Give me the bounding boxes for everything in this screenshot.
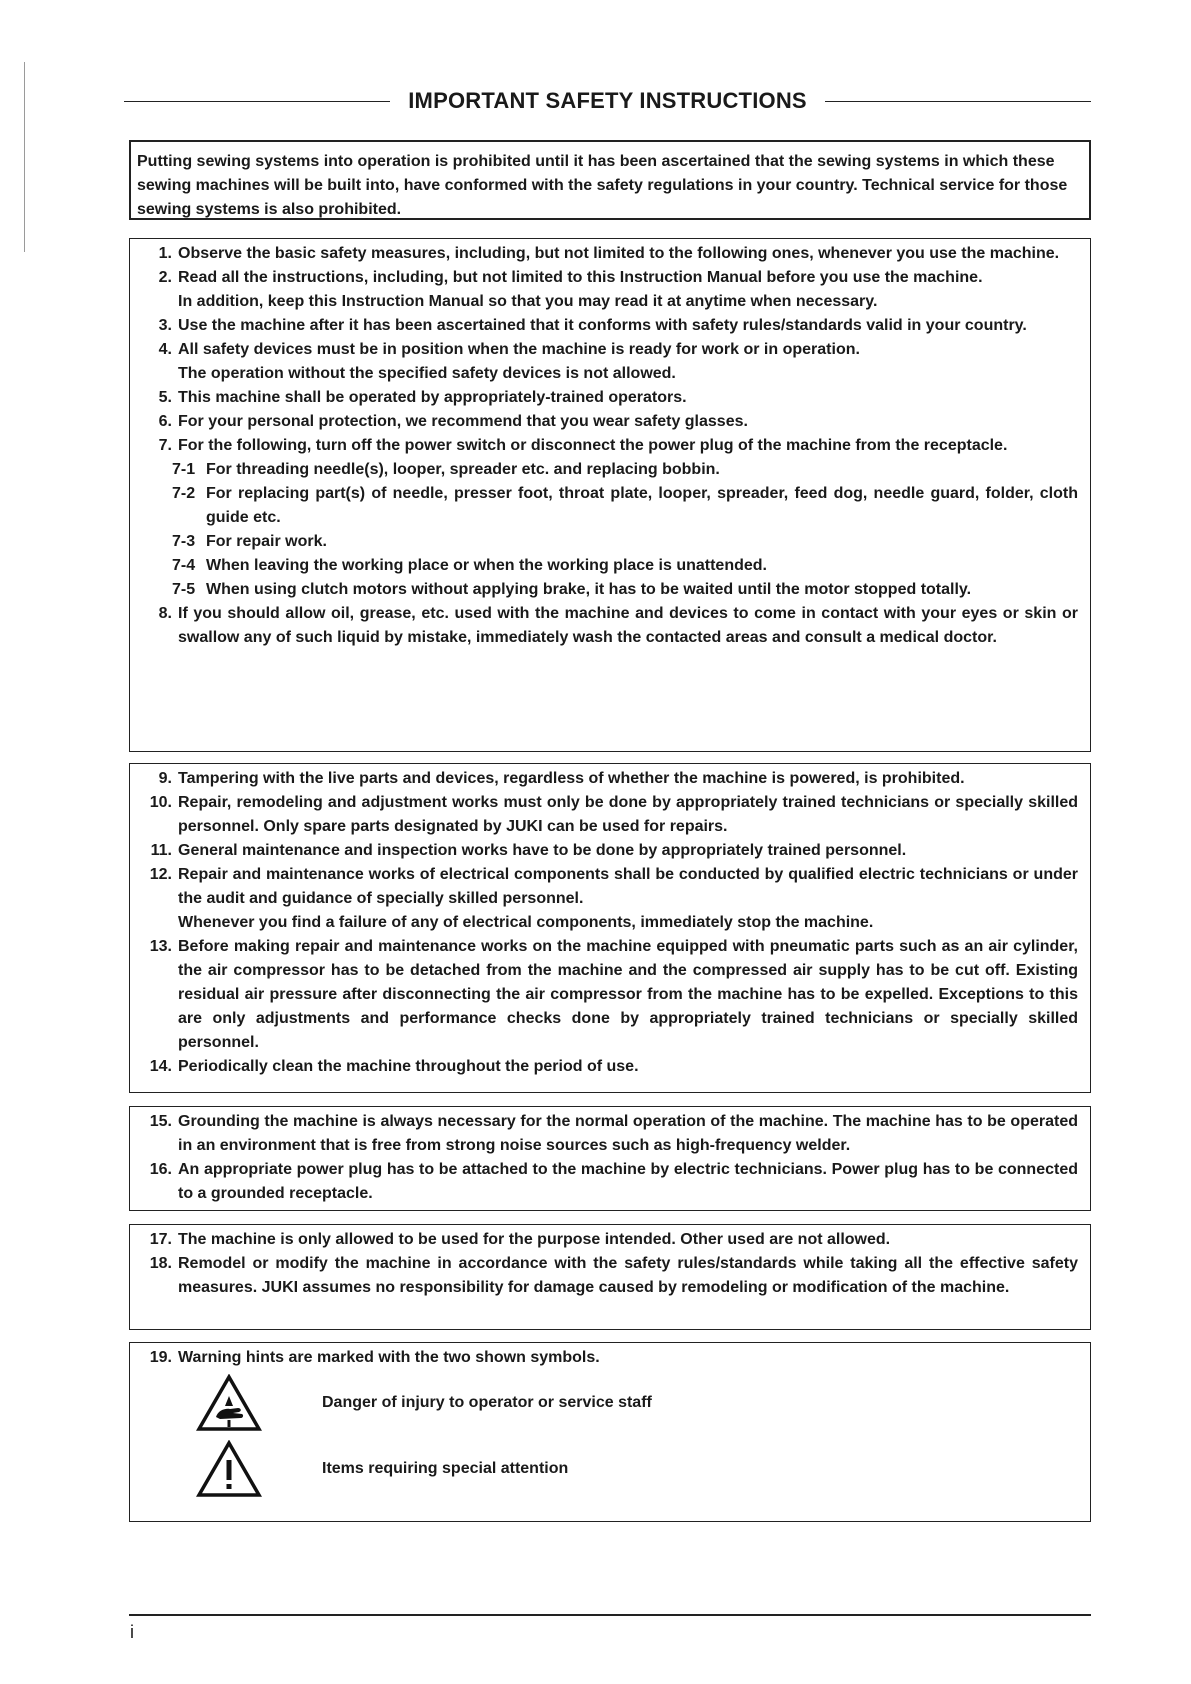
margin-mark [24,62,25,252]
item-continuation: The operation without the specified safety devices is not allowed. [178,365,676,382]
item-number: 12. [149,866,172,883]
item-text: Repair and maintenance works of electrical components shall be conducted by qualified electric technicians or under the audit and guidance of specially skilled personnel. [178,866,1078,907]
sub-item [136,554,1078,578]
item-text: Observe the basic safety measures, including, but not limited to the following ones, whenever you use the machine. [178,245,1060,262]
item-text: Read all the instructions, including, but not limited to this Instruction Manual before you use the machine. [178,269,983,286]
list-item [136,434,1078,458]
item-number: 11. [150,842,172,859]
item-number: 2. [158,269,172,286]
footer-rule [129,1614,1091,1616]
sub-item [136,530,1078,554]
list-item [136,1055,1078,1079]
item-text: Warning hints are marked with the two shown symbols. [178,1349,600,1366]
item-number: 10. [149,794,172,811]
sub-item-text: For threading needle(s), looper, spreader etc. and replacing bobbin. [206,461,720,478]
title-row [124,88,1091,114]
list-item [136,1346,1078,1370]
item-text: If you should allow oil, grease, etc. used with the machine and devices to come in contact with your eyes or skin or swallow any of such liquid by mistake, immediately wash the contacted areas and consult a medical doctor. [178,605,1078,646]
item-continuation: In addition, keep this Instruction Manual so that you may read it at anytime when necessary. [178,293,878,310]
item-text: Repair, remodeling and adjustment works must only be done by appropriately trained technicians or specially skilled personnel. Only spare parts designated by JUKI can be used for repairs. [178,794,1078,835]
list-item [136,1228,1078,1252]
item-number: 6. [158,413,172,430]
list-item [136,1252,1078,1300]
item-number: 19. [149,1349,172,1366]
item-number: 9. [158,770,172,787]
sub-item-text: When leaving the working place or when the working place is unattended. [206,557,767,574]
notice-text: Putting sewing systems into operation is prohibited until it has been ascertained that the sewing systems in which these sewing machines will be built into, have conformed with the safety regulations in your country. Technical service for those sewing systems is also prohibited. [137,153,1068,218]
title-rule-right [825,101,1091,102]
item-number: 7. [158,437,172,454]
item-text: General maintenance and inspection works have to be done by appropriately trained personnel. [178,842,907,859]
item-number: 8. [158,605,172,622]
item-number: 13. [149,938,172,955]
attention-symbol-row [136,1436,1078,1502]
list-item [136,1110,1078,1158]
item-text: The machine is only allowed to be used for the purpose intended. Other used are not allowed. [178,1231,891,1248]
sub-item [136,458,1078,482]
item-text: For your personal protection, we recommend that you wear safety glasses. [178,413,748,430]
item-number: 14. [149,1058,172,1075]
sub-item-number: 7-2 [172,485,196,502]
list-item [136,602,1078,650]
item-number: 17. [149,1231,172,1248]
page-title: IMPORTANT SAFETY INSTRUCTIONS [408,88,807,113]
item-number: 4. [158,341,172,358]
list-item [136,767,1078,791]
list-item [136,863,1078,911]
list-item [136,386,1078,410]
item-number: 5. [158,389,172,406]
item-text: Before making repair and maintenance works on the machine equipped with pneumatic parts such as an air cylinder, the air compressor has to be detached from the machine and the compressed air supply has to be cut off. Existing residual air pressure after disconnecting the air compressor from the machine has to be expelled. Exceptions to this are only adjustments and performance checks done by appropriately trained technicians or specially skilled personnel. [178,938,1078,1051]
instructions-box-2 [129,763,1091,1093]
sub-item-number: 7-5 [172,581,196,598]
hand-injury-warning-icon [196,1374,262,1432]
item-text: Use the machine after it has been ascertained that it conforms with safety rules/standards valid in your country. [178,317,1027,334]
list-item [136,1158,1078,1206]
exclamation-warning-icon [196,1440,262,1498]
sub-item-number: 7-1 [172,461,196,478]
list-item [136,791,1078,839]
item-text: All safety devices must be in position when the machine is ready for work or in operation. [178,341,860,358]
instructions-box-4 [129,1224,1091,1330]
sub-item-text: For repair work. [206,533,327,550]
item-text: Periodically clean the machine throughout the period of use. [178,1058,639,1075]
instructions-box-1 [129,238,1091,752]
sub-item-text: For replacing part(s) of needle, presser foot, throat plate, looper, spreader, feed dog, needle guard, folder, cloth guide etc. [206,485,1078,526]
sub-item-number: 7-3 [172,533,196,550]
list-item [136,338,1078,362]
list-item [136,314,1078,338]
list-item [136,266,1078,290]
item-text: Grounding the machine is always necessary for the normal operation of the machine. The machine has to be operated in an environment that is free from strong noise sources such as high-frequency welder. [178,1113,1078,1154]
instructions-box-3 [129,1106,1091,1211]
item-number: 1. [158,245,172,262]
title-rule-left [124,101,390,102]
item-text: This machine shall be operated by appropriately-trained operators. [178,389,687,406]
list-item [136,935,1078,1055]
sub-item-text: When using clutch motors without applying brake, it has to be waited until the motor stopped totally. [206,581,972,598]
item-text: An appropriate power plug has to be attached to the machine by electric technicians. Power plug has to be connected to a grounded receptacle. [178,1161,1078,1202]
item-number: 15. [149,1113,172,1130]
danger-label: Danger of injury to operator or service staff [322,1394,652,1411]
list-item [136,839,1078,863]
item-number: 16. [149,1161,172,1178]
item-number: 18. [149,1255,172,1272]
item-text: Remodel or modify the machine in accordance with the safety rules/standards while taking all the effective safety measures. JUKI assumes no responsibility for damage caused by remodeling or modification of the machine. [178,1255,1078,1296]
item-text: For the following, turn off the power switch or disconnect the power plug of the machine from the receptacle. [178,437,1008,454]
list-item [136,410,1078,434]
item-text: Tampering with the live parts and devices, regardless of whether the machine is powered, is prohibited. [178,770,965,787]
attention-label: Items requiring special attention [322,1460,569,1477]
sub-item [136,482,1078,530]
item-number: 3. [158,317,172,334]
symbols-box [129,1342,1091,1522]
danger-symbol-row [136,1370,1078,1436]
sub-item-number: 7-4 [172,557,196,574]
item-continuation: Whenever you find a failure of any of electrical components, immediately stop the machine. [178,914,874,931]
page-number: i [130,1622,134,1642]
list-item [136,242,1078,266]
sub-item [136,578,1078,602]
notice-box [129,140,1091,220]
